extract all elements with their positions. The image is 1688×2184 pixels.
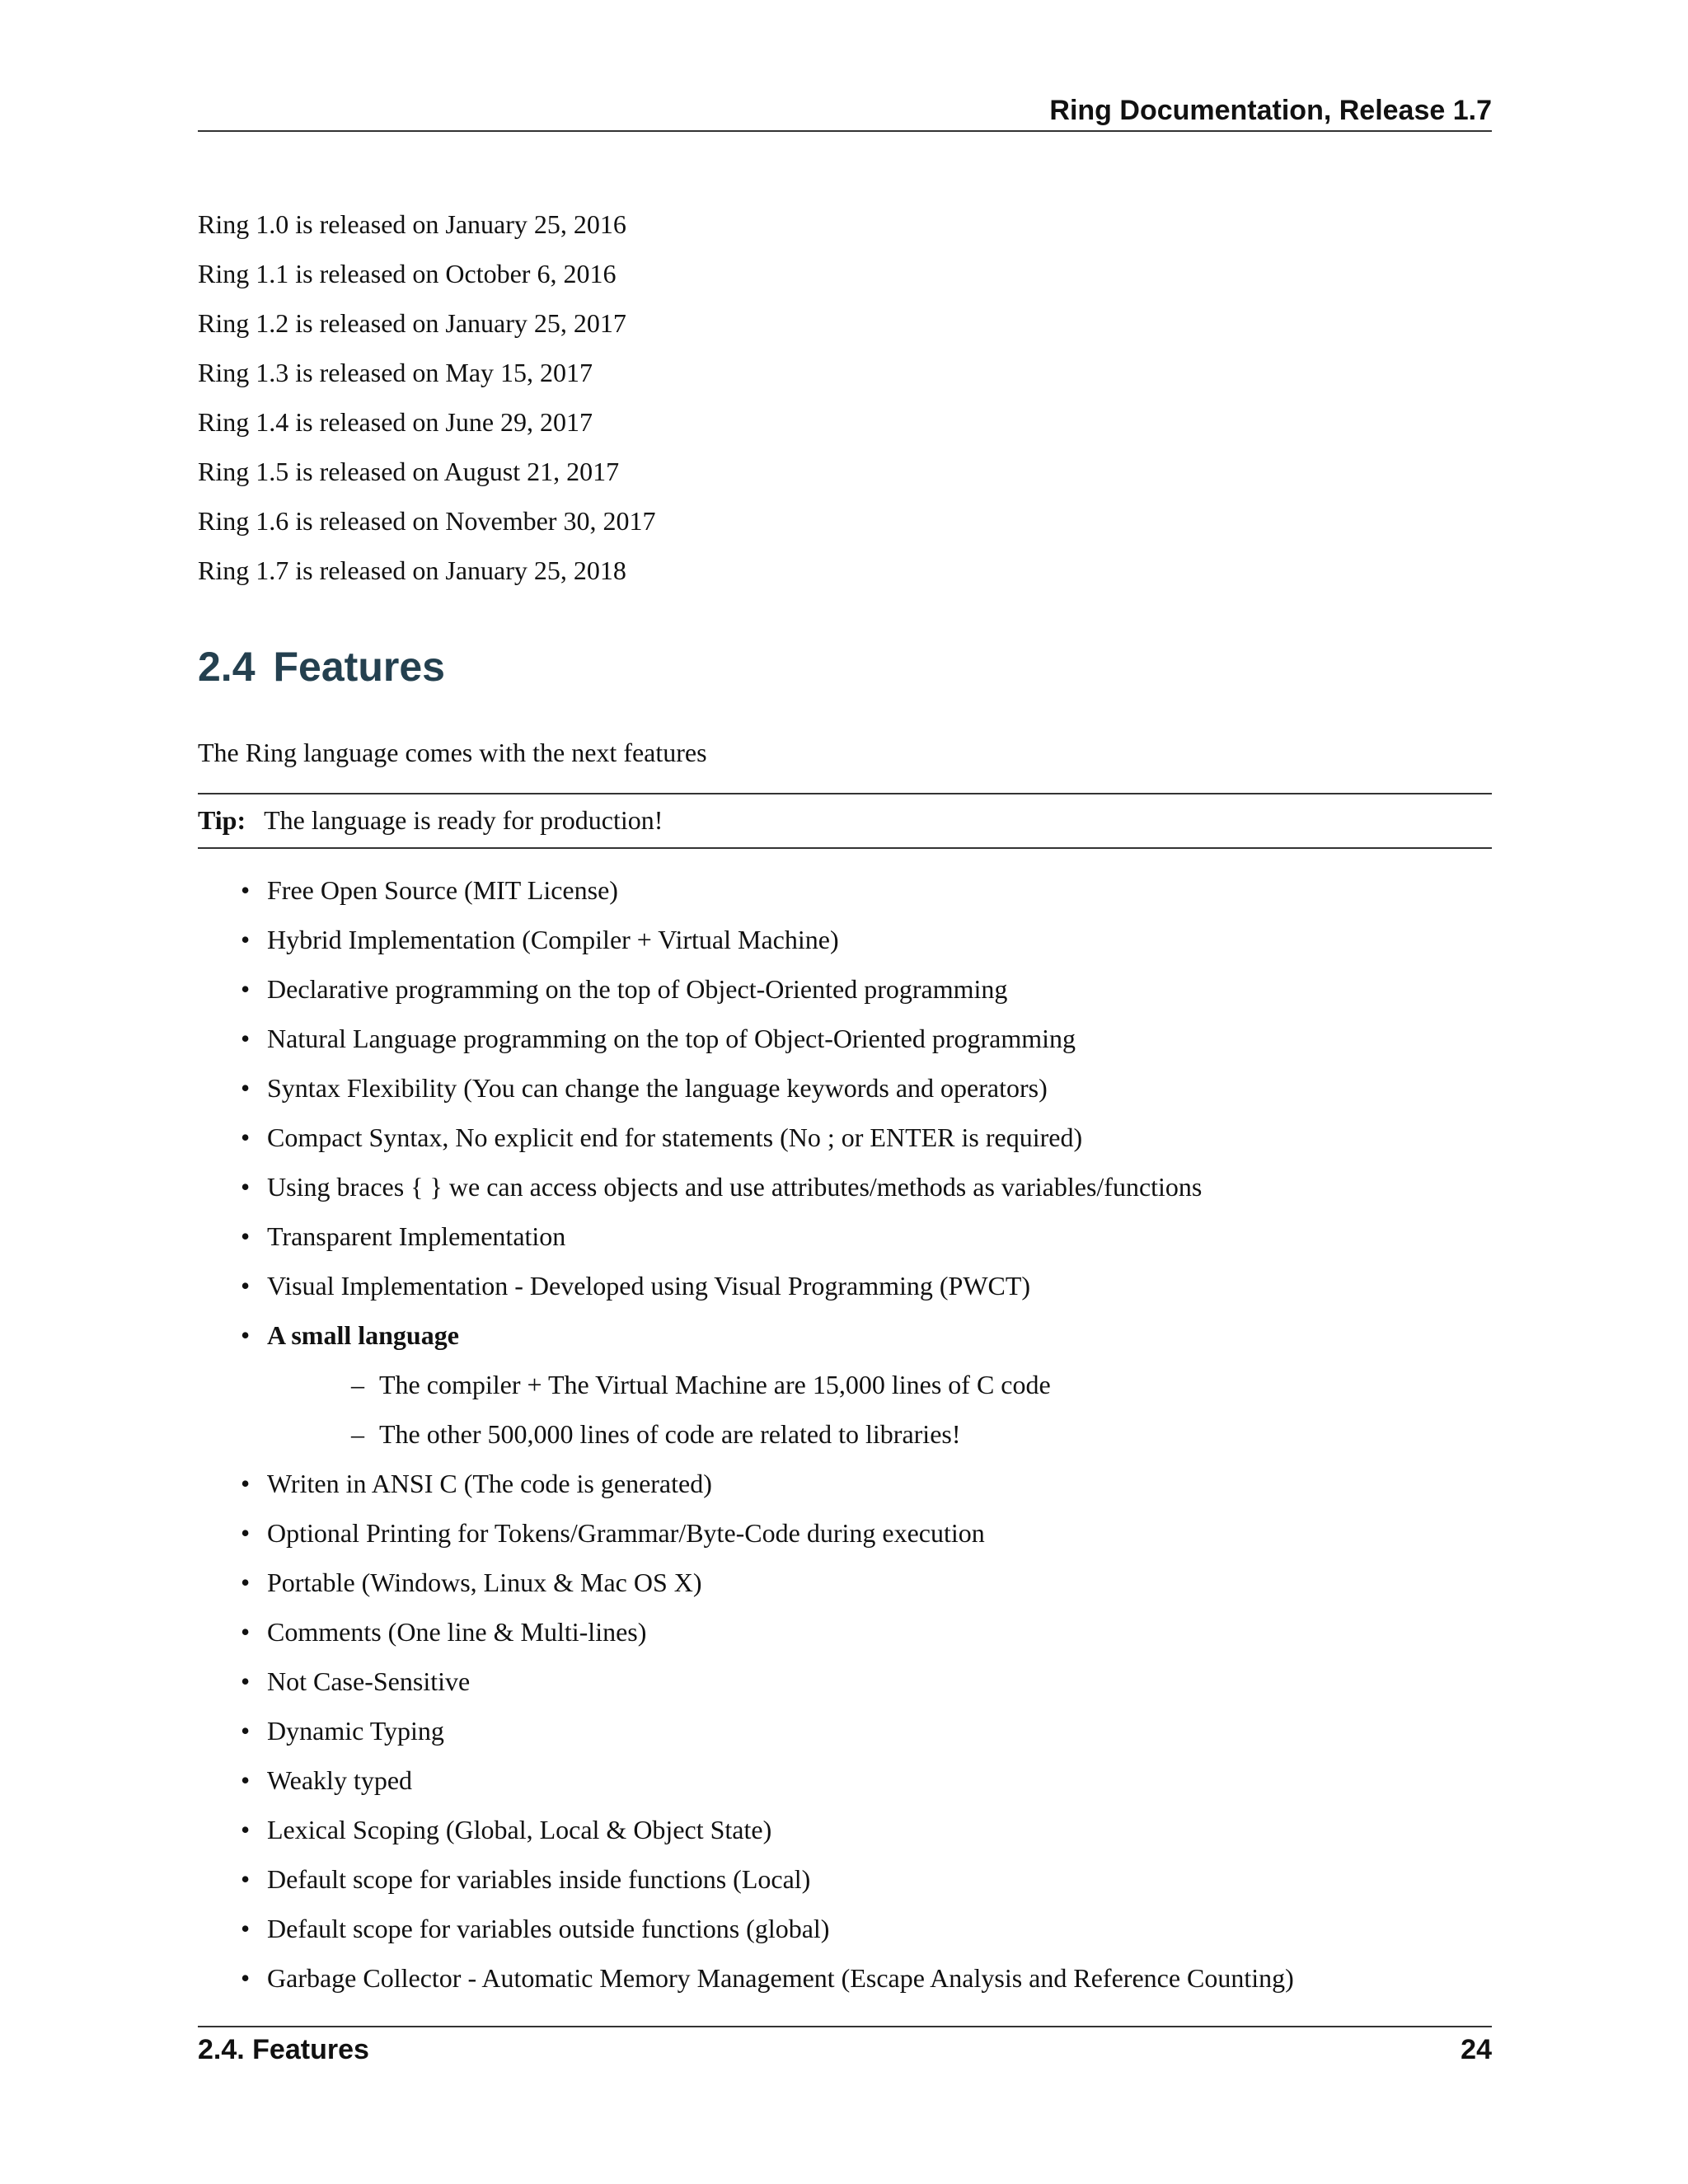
feature-text: Writen in ANSI C (The code is generated) (267, 1469, 712, 1498)
tip-label: Tip: (198, 805, 246, 835)
feature-item (198, 1212, 1492, 1261)
bullet-marker: • (241, 1469, 251, 1498)
bullet-marker: • (241, 1716, 251, 1746)
feature-item (198, 1508, 1492, 1558)
section-heading (198, 637, 445, 696)
feature-item (198, 1904, 1492, 1953)
feature-text: Syntax Flexibility (You can change the language keywords and operators) (267, 1073, 1048, 1103)
sub-item-text: The compiler + The Virtual Machine are 15,000 lines of C code (379, 1370, 1051, 1399)
bullet-marker: • (241, 1864, 251, 1894)
feature-text: Default scope for variables inside functions (Local) (267, 1864, 811, 1894)
feature-item (198, 964, 1492, 1014)
feature-text: Hybrid Implementation (Compiler + Virtual Machine) (267, 925, 839, 954)
feature-text: Natural Language programming on the top of Object-Oriented programming (267, 1024, 1076, 1053)
bullet-marker: • (241, 1320, 251, 1350)
feature-item (198, 1953, 1492, 2003)
feature-item (198, 1014, 1492, 1063)
release-line: Ring 1.5 is released on August 21, 2017 (198, 457, 620, 486)
bullet-marker: • (241, 1518, 251, 1548)
feature-text: Transparent Implementation (267, 1221, 566, 1251)
tip-text: The language is ready for production! (264, 805, 663, 835)
section-number: 2.4 (198, 644, 256, 690)
release-line: Ring 1.1 is released on October 6, 2016 (198, 259, 617, 288)
release-line: Ring 1.2 is released on January 25, 2017 (198, 308, 626, 338)
bullet-marker: • (241, 1172, 251, 1202)
sub-item (198, 1409, 1492, 1459)
feature-item (198, 1854, 1492, 1904)
feature-text: Not Case-Sensitive (267, 1666, 471, 1696)
bullet-marker: • (241, 1221, 251, 1251)
feature-text: Lexical Scoping (Global, Local & Object State) (267, 1815, 772, 1844)
bullet-marker: • (241, 1122, 251, 1152)
feature-item (198, 1657, 1492, 1706)
release-list (198, 199, 655, 595)
feature-item (198, 1113, 1492, 1162)
release-line: Ring 1.4 is released on June 29, 2017 (198, 407, 593, 437)
bullet-marker: • (241, 1666, 251, 1696)
bullet-marker: • (241, 1024, 251, 1053)
feature-text: Portable (Windows, Linux & Mac OS X) (267, 1568, 702, 1597)
feature-item (198, 1558, 1492, 1607)
feature-text: Dynamic Typing (267, 1716, 444, 1746)
feature-item (198, 1063, 1492, 1113)
sub-item (198, 1360, 1492, 1409)
section-title: Features (273, 644, 445, 690)
page-header (198, 92, 1492, 132)
tip-box (198, 793, 1492, 849)
bullet-marker: • (241, 1963, 251, 1993)
bullet-marker: • (241, 1073, 251, 1103)
dash-marker: – (351, 1419, 364, 1449)
feature-text: Free Open Source (MIT License) (267, 875, 618, 905)
feature-text: Default scope for variables outside functions (global) (267, 1914, 830, 1943)
feature-text: Using braces { } we can access objects and use attributes/methods as variables/functions (267, 1172, 1203, 1202)
feature-item (198, 915, 1492, 964)
bullet-marker: • (241, 974, 251, 1004)
feature-item (198, 1261, 1492, 1310)
bullet-marker: • (241, 1815, 251, 1844)
release-line: Ring 1.0 is released on January 25, 2016 (198, 209, 626, 239)
header-title: Ring Documentation, Release 1.7 (1049, 95, 1492, 126)
feature-list (198, 865, 1492, 2003)
feature-text: Compact Syntax, No explicit end for statements (No ; or ENTER is required) (267, 1122, 1083, 1152)
feature-item (198, 1162, 1492, 1212)
bullet-marker: • (241, 925, 251, 954)
bullet-marker: • (241, 1765, 251, 1795)
feature-text: Comments (One line & Multi-lines) (267, 1617, 647, 1647)
feature-item (198, 1459, 1492, 1508)
feature-item (198, 1755, 1492, 1805)
page-number: 24 (1461, 2034, 1492, 2065)
feature-item-small-language (198, 1310, 1492, 1459)
bullet-marker: • (241, 1914, 251, 1943)
page-footer (198, 2026, 1492, 2072)
feature-text: Declarative programming on the top of Object-Oriented programming (267, 974, 1008, 1004)
bullet-marker: • (241, 1617, 251, 1647)
sub-item-text: The other 500,000 lines of code are related to libraries! (379, 1419, 961, 1449)
dash-marker: – (351, 1370, 364, 1399)
feature-item (198, 1607, 1492, 1657)
feature-item (198, 865, 1492, 915)
feature-text: A small language (267, 1320, 459, 1350)
bullet-marker: • (241, 1271, 251, 1301)
footer-section-link[interactable]: 2.4. Features (198, 2034, 369, 2065)
feature-item (198, 1706, 1492, 1755)
feature-text: Garbage Collector - Automatic Memory Management (Escape Analysis and Reference Counting) (267, 1963, 1294, 1993)
feature-text: Weakly typed (267, 1765, 413, 1795)
release-line: Ring 1.6 is released on November 30, 2017 (198, 506, 656, 536)
bullet-marker: • (241, 1568, 251, 1597)
feature-text: Optional Printing for Tokens/Grammar/Byte-Code during execution (267, 1518, 985, 1548)
bullet-marker: • (241, 875, 251, 905)
release-line: Ring 1.3 is released on May 15, 2017 (198, 358, 593, 387)
feature-item (198, 1805, 1492, 1854)
small-language-sublist (267, 1360, 1492, 1459)
feature-text: Visual Implementation - Developed using Visual Programming (PWCT) (267, 1271, 1031, 1301)
intro-paragraph: The Ring language comes with the next features (198, 738, 707, 767)
release-line: Ring 1.7 is released on January 25, 2018 (198, 555, 626, 585)
